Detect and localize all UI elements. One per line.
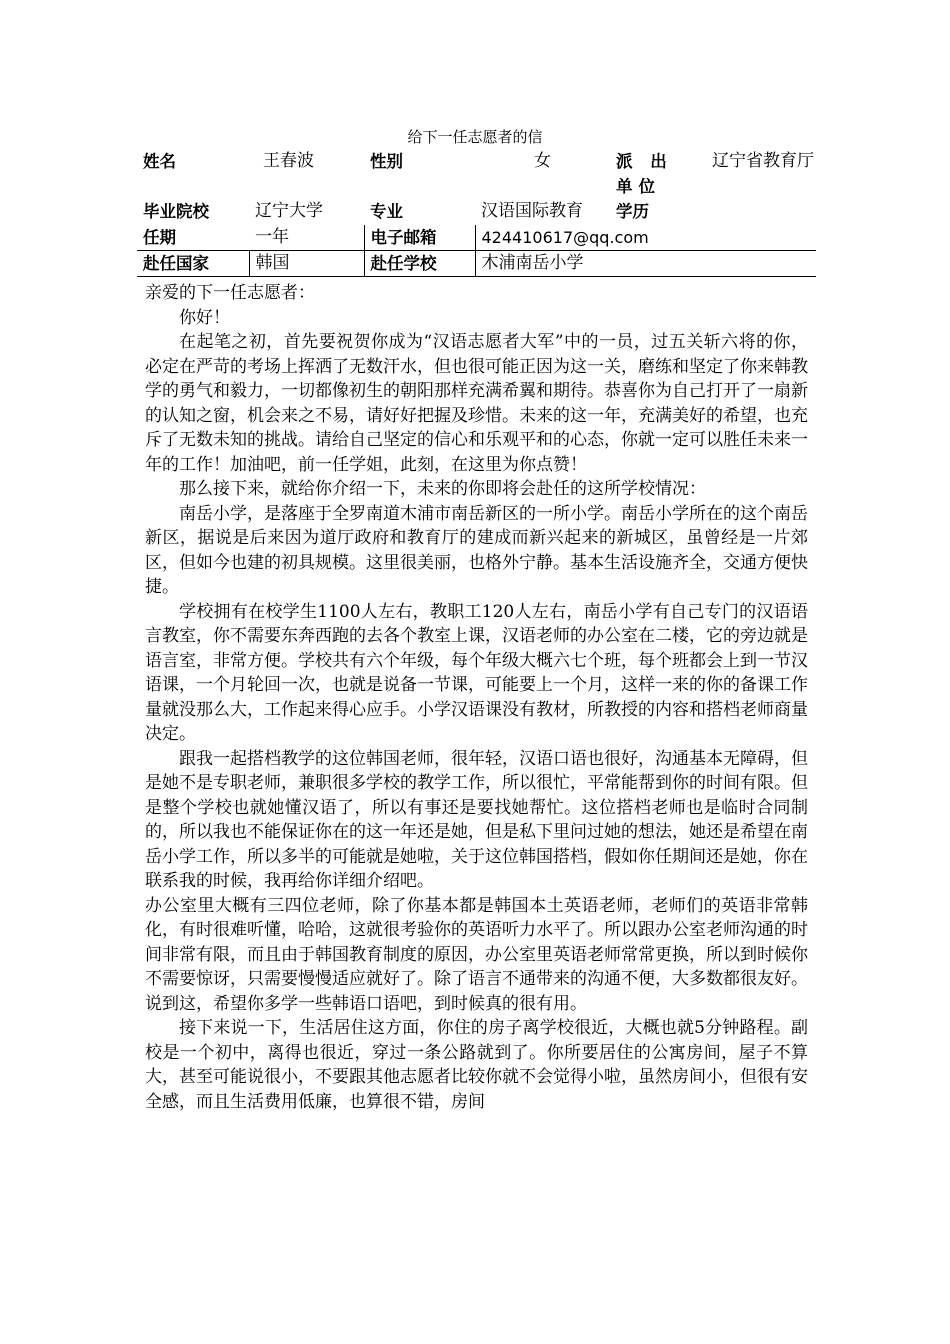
email-label: 电子邮箱 bbox=[364, 225, 475, 251]
school-label: 毕业院校 bbox=[143, 202, 209, 221]
country-value: 韩国 bbox=[249, 251, 364, 277]
name-value: 王春波 bbox=[263, 151, 314, 171]
letter-paragraph: 南岳小学，是落座于全罗南道木浦市南岳新区的一所小学。南岳小学所在的这个南岳新区，据说是后来因为道厅政府和教育厅的建成而新兴起来的新城区，虽曾经是一片郊区，但如今也建的初具规模。这里很美丽，也格外宁静。基本生活设施齐全，交通方便快捷。 bbox=[145, 503, 808, 597]
major-label: 专业 bbox=[370, 202, 403, 221]
term-label: 任期 bbox=[143, 228, 176, 247]
info-row-1 bbox=[137, 149, 816, 199]
degree-value bbox=[698, 199, 816, 225]
school-value: 辽宁大学 bbox=[255, 201, 323, 221]
letter-paragraph: 那么接下来，就给你介绍一下，未来的你即将会赴任的这所学校情况： bbox=[179, 479, 706, 499]
volunteer-info-table bbox=[137, 149, 816, 277]
dept-value: 辽宁省教育厅 bbox=[712, 151, 814, 171]
letter-paragraph: 学校拥有在校学生1100人左右，教职工120人左右，南岳小学有自己专门的汉语语言教室，你不需要东奔西跑的去各个教室上课，汉语老师的办公室在二楼，它的旁边就是语言室，非常方便。学校共有六个年级，每个年级大概六七个班，每个班都会上到一节汉语课，一个月轮回一次，也就是说备一节课，可能要上一个月，这样一来的你的备课工作量就没那么大，工作起来得心应手。小学汉语课没有教材，所教授的内容和搭档老师商量决定。 bbox=[145, 601, 808, 744]
info-row-3 bbox=[137, 225, 816, 251]
post-school-label: 赴任学校 bbox=[364, 251, 475, 277]
major-value: 汉语国际教育 bbox=[481, 201, 583, 221]
term-value: 一年 bbox=[255, 227, 289, 247]
letter-salutation: 亲爱的下一任志愿者： bbox=[145, 283, 315, 303]
degree-label: 学历 bbox=[616, 202, 649, 221]
post-school-value: 木浦南岳小学 bbox=[475, 251, 816, 277]
gender-value: 女 bbox=[534, 151, 551, 171]
letter-body bbox=[145, 281, 808, 1114]
gender-label: 性别 bbox=[370, 152, 403, 171]
letter-paragraph: 跟我一起搭档教学的这位韩国老师，很年轻，汉语口语也很好，沟通基本无障碍，但是她不是专职老师，兼职很多学校的教学工作，所以很忙，平常能帮到你的时间有限。但是整个学校也就她懂汉语了，所以有事还是要找她帮忙。这位搭档老师也是临时合同制的，所以我也不能保证你在的这一年还是她，但是私下里问过她的想法，她还是希望在南岳小学工作，所以多半的可能就是她啦，关于这位韩国搭档，假如你任期间还是她，你在联系我的时候，我再给你详细介绍吧。 bbox=[145, 748, 808, 891]
letter-paragraph: 接下来说一下，生活居住这方面，你住的房子离学校很近，大概也就5分钟路程。副校是一个初中，离得也很近，穿过一条公路就到了。你所要居住的公寓房间，屋子不算大，甚至可能说很小，不要跟其他志愿者比较你就不会觉得小啦，虽然房间小，但很有安全感，而且生活费用低廉，也算很不错，房间 bbox=[145, 1018, 808, 1112]
info-row-4 bbox=[137, 251, 816, 277]
info-row-2 bbox=[137, 199, 816, 225]
dept-label: 派 出 单位 bbox=[616, 152, 673, 196]
letter-paragraph: 在起笔之初，首先要祝贺你成为“汉语志愿者大军”中的一员，过五关斩六将的你，必定在严苛的考场上挥洒了无数汗水，但也很可能正因为这一关，磨练和坚定了你来韩教学的勇气和毅力，一切都像初生的朝阳那样充满希翼和期待。恭喜你为自己打开了一扇新的认知之窗，机会来之不易，请好好把握及珍惜。未来的这一年，充满美好的希望，也充斥了无数未知的挑战。请给自己坚定的信心和乐观平和的心态，你就一定可以胜任未来一年的工作！加油吧，前一任学姐，此刻，在这里为你点赞！ bbox=[145, 332, 808, 475]
name-label: 姓名 bbox=[143, 152, 176, 171]
letter-greeting: 你好！ bbox=[179, 307, 230, 328]
letter-paragraph: 办公室里大概有三四位老师，除了你基本都是韩国本土英语老师，老师们的英语非常韩化，有时很难听懂，哈哈，这就很考验你的英语听力水平了。所以跟办公室老师沟通的时间非常有限，而且由于韩国教育制度的原因，办公室里英语老师常常更换，所以到时候你不需要惊讶，只需要慢慢适应就好了。除了语言不通带来的沟通不便，大多数都很友好。说到这，希望你多学一些韩语口语吧，到时候真的很有用。 bbox=[145, 895, 808, 1014]
email-value: 424410617@qq.com bbox=[475, 225, 816, 251]
page-title: 给下一任志愿者的信 bbox=[407, 128, 543, 146]
country-label: 赴任国家 bbox=[137, 251, 249, 277]
